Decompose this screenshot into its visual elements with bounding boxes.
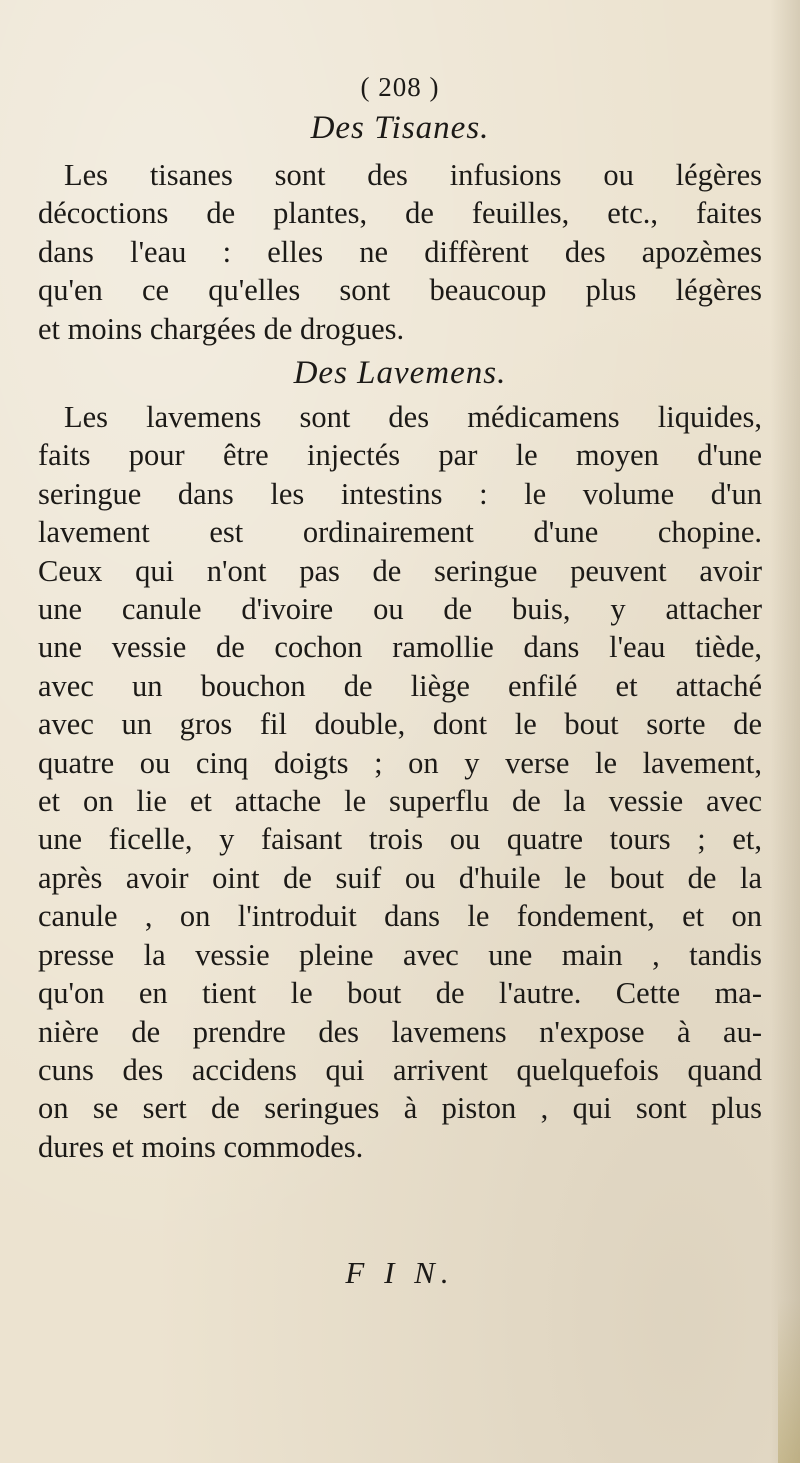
section-title-tisanes: Des Tisanes. <box>310 110 490 146</box>
text-line: décoctions de plantes, de feuilles, etc., faites <box>38 196 762 231</box>
paragraph-tisanes <box>38 156 762 348</box>
text-line: qu'on en tient le bout de l'autre. Cette ma- <box>38 976 762 1011</box>
text-line: lavement est ordinairement d'une chopine. <box>38 515 762 550</box>
text-line: une vessie de cochon ramollie dans l'eau tiède, <box>38 630 762 665</box>
text-line: dans l'eau : elles ne diffèrent des apozèmes <box>38 234 762 269</box>
paragraph-lavemens <box>38 398 762 1166</box>
text-line: et on lie et attache le superflu de la vessie avec <box>38 784 762 819</box>
text-line: une ficelle, y faisant trois ou quatre tours ; et, <box>38 822 762 857</box>
section-title-lavemens: Des Lavemens. <box>293 355 507 391</box>
text-line: quatre ou cinq doigts ; on y verse le lavement, <box>38 745 762 780</box>
text-line: cuns des accidens qui arrivent quelquefois quand <box>38 1052 762 1087</box>
text-line: presse la vessie pleine avec une main , tandis <box>38 937 762 972</box>
text-line: canule , on l'introduit dans le fondement, et on <box>38 899 762 934</box>
text-line: Les tisanes sont des infusions ou légères <box>64 158 762 192</box>
page-edge-stain <box>778 1300 800 1463</box>
text-line: et moins chargées de drogues. <box>38 311 405 346</box>
text-line: dures et moins commodes. <box>38 1129 364 1164</box>
text-line: nière de prendre des lavemens n'expose à au- <box>38 1014 762 1049</box>
text-line: avec un bouchon de liège enfilé et attaché <box>38 668 762 703</box>
text-line: faits pour être injectés par le moyen d'une <box>38 438 762 473</box>
page-edge-shadow <box>770 0 800 1463</box>
page-number: ( 208 ) <box>360 72 440 102</box>
text-line: une canule d'ivoire ou de buis, y attacher <box>38 592 762 627</box>
text-line: Ceux qui n'ont pas de seringue peuvent avoir <box>38 553 762 588</box>
closing-fin: F I N. <box>345 1255 455 1290</box>
text-line: on se sert de seringues à piston , qui sont plus <box>38 1091 762 1126</box>
text-line: qu'en ce qu'elles sont beaucoup plus légères <box>38 273 762 308</box>
text-line: Les lavemens sont des médicamens liquides, <box>64 400 762 434</box>
text-line: après avoir oint de suif ou d'huile le bout de la <box>38 860 762 895</box>
text-line: seringue dans les intestins : le volume d'un <box>38 476 762 511</box>
text-line: avec un gros fil double, dont le bout sorte de <box>38 707 762 742</box>
